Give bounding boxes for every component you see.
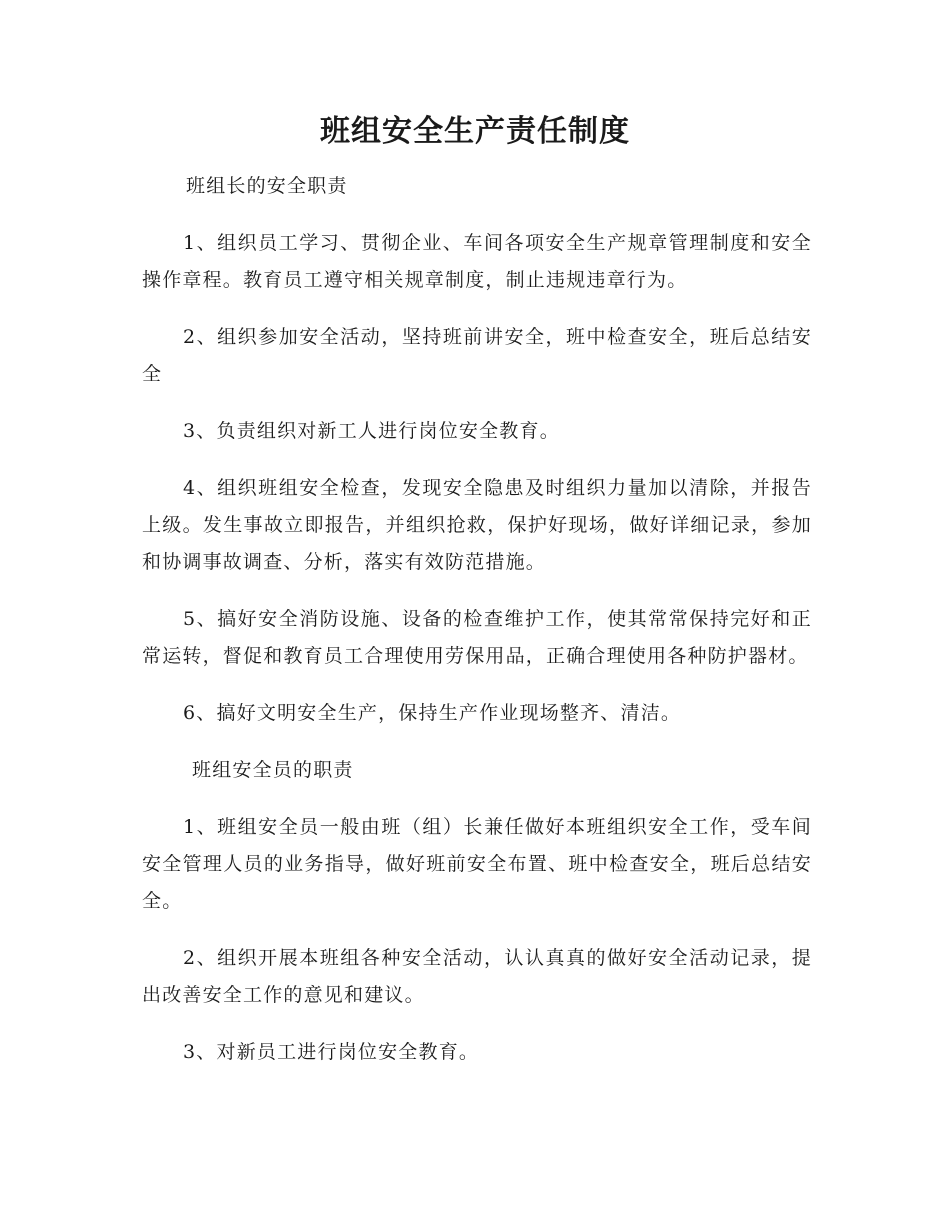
paragraph: 3、对新员工进行岗位安全教育。: [183, 1041, 480, 1063]
paragraph: 2、组织参加安全活动，坚持班前讲安全，班中检查安全，班后总结安全: [142, 326, 812, 385]
paragraph: 1、组织员工学习、贯彻企业、车间各项安全生产规章管理制度和安全操作章程。教育员工遵守相关规章制度，制止违规违章行为。: [142, 232, 812, 291]
section-heading-safety-officer: 班组安全员的职责: [192, 759, 354, 781]
paragraph: 2、组织开展本班组各种安全活动，认认真真的做好安全活动记录，提出改善安全工作的意见和建议。: [142, 947, 812, 1006]
section-heading-team-leader: 班组长的安全职责: [186, 175, 348, 197]
document-title: 班组安全生产责任制度: [320, 114, 630, 149]
paragraph: 5、搞好安全消防设施、设备的检查维护工作，使其常常保持完好和正常运转，督促和教育员工合理使用劳保用品，正确合理使用各种防护器材。: [142, 608, 812, 667]
paragraph: 4、组织班组安全检查，发现安全隐患及时组织力量加以清除，并报告上级。发生事故立即报告，并组织抢救，保护好现场，做好详细记录，参加和协调事故调查、分析，落实有效防范措施。: [142, 477, 812, 573]
paragraph: 1、班组安全员一般由班（组）长兼任做好本班组织安全工作，受车间安全管理人员的业务指导，做好班前安全布置、班中检查安全，班后总结安全。: [142, 816, 812, 912]
paragraph: 6、搞好文明安全生产，保持生产作业现场整齐、清洁。: [183, 702, 682, 724]
document-body: [142, 168, 812, 1091]
paragraph: 3、负责组织对新工人进行岗位安全教育。: [183, 420, 560, 442]
